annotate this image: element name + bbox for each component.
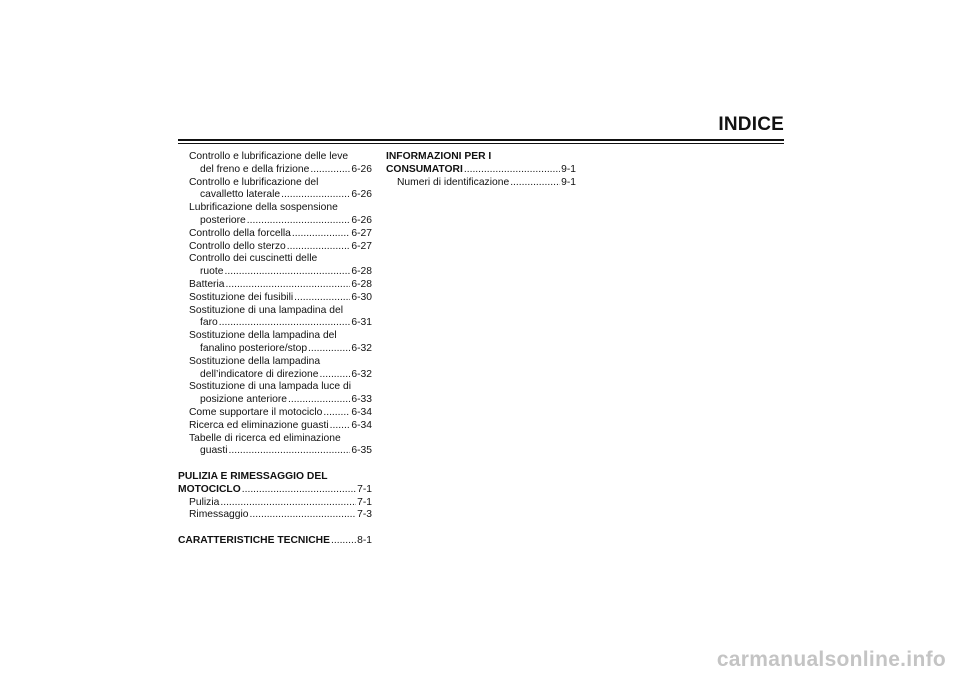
- entry-label: cavalletto laterale: [200, 189, 281, 201]
- leader-dots: [220, 497, 356, 510]
- page-number: 7-1: [357, 483, 372, 495]
- toc-entry[interactable]: [178, 202, 372, 228]
- toc-entry[interactable]: [178, 356, 372, 382]
- leader-dots: [242, 484, 356, 497]
- toc-entry-numeri-identificazione[interactable]: [386, 177, 576, 190]
- leader-dots: [510, 177, 560, 190]
- leader-dots: [308, 343, 350, 356]
- section-title: CARATTERISTICHE TECNICHE: [178, 534, 330, 546]
- header-rule: [178, 139, 784, 141]
- toc-left-column: [178, 151, 372, 548]
- entry-label: Controllo dei cuscinetti delle: [189, 253, 318, 265]
- leader-dots: [464, 164, 560, 177]
- leader-dots: [247, 215, 351, 228]
- toc-entry[interactable]: [178, 407, 372, 420]
- page-number: 6-26: [351, 214, 372, 226]
- header-rule-thin: [178, 143, 784, 144]
- leader-dots: [226, 279, 351, 292]
- entry-label: Ricerca ed eliminazione guasti: [189, 419, 329, 431]
- entry-label: Lubrificazione della sospensione: [189, 202, 338, 214]
- leader-dots: [320, 369, 351, 382]
- page-number: 7-3: [357, 509, 372, 521]
- entry-label: Batteria: [189, 278, 225, 290]
- entry-label: Sostituzione dei fusibili: [189, 291, 294, 303]
- toc-entry[interactable]: [178, 241, 372, 254]
- leader-dots: [292, 228, 351, 241]
- page-number: 6-27: [351, 240, 372, 252]
- toc-right-column: [386, 151, 576, 189]
- leader-dots: [281, 189, 350, 202]
- leader-dots: [228, 445, 350, 458]
- toc-section-consumer[interactable]: [386, 151, 576, 177]
- toc-entry[interactable]: [178, 151, 372, 177]
- entry-label: posteriore: [200, 214, 246, 226]
- page-title: INDICE: [718, 114, 784, 135]
- section-title-line: MOTOCICLO: [178, 483, 241, 495]
- entry-label: Tabelle di ricerca ed eliminazione: [189, 432, 341, 444]
- toc-entry[interactable]: [178, 177, 372, 203]
- toc-section-specs[interactable]: [178, 535, 372, 548]
- toc-entry[interactable]: [178, 330, 372, 356]
- entry-label: Numeri di identificazione: [397, 176, 510, 188]
- entry-label: dell’indicatore di direzione: [200, 368, 319, 380]
- entry-label: ruote: [200, 266, 224, 278]
- leader-dots: [219, 317, 351, 330]
- page-number: 6-35: [351, 445, 372, 457]
- toc-entry[interactable]: [178, 420, 372, 433]
- page-number: 6-27: [351, 227, 372, 239]
- entry-label: Sostituzione della lampadina: [189, 355, 321, 367]
- page-number: 6-34: [351, 419, 372, 431]
- toc-entries: [178, 151, 372, 458]
- spacer: [178, 522, 372, 535]
- section-title-line: PULIZIA E RIMESSAGGIO DEL: [178, 470, 328, 482]
- entry-label: Sostituzione di una lampadina del: [189, 304, 343, 316]
- page-number: 9-1: [561, 176, 576, 188]
- toc-entry-rimessaggio[interactable]: [178, 509, 372, 522]
- section-title-line: CONSUMATORI: [386, 163, 463, 175]
- toc-entry[interactable]: [178, 381, 372, 407]
- toc-entry[interactable]: [178, 292, 372, 305]
- entry-label: Come supportare il motociclo: [189, 406, 323, 418]
- leader-dots: [323, 407, 350, 420]
- entry-label: faro: [200, 317, 218, 329]
- toc-section-cleaning[interactable]: [178, 471, 372, 497]
- entry-label: Sostituzione della lampadina del: [189, 330, 337, 342]
- entry-label: posizione anteriore: [200, 394, 288, 406]
- entry-label: fanalino posteriore/stop: [200, 342, 308, 354]
- entry-label: Controllo della forcella: [189, 227, 291, 239]
- entry-label: Rimessaggio: [189, 509, 249, 521]
- page-number: 6-28: [351, 278, 372, 290]
- page-number: 6-26: [351, 189, 372, 201]
- entry-label: Controllo e lubrificazione del: [189, 176, 319, 188]
- leader-dots: [310, 164, 350, 177]
- toc-entry[interactable]: [178, 253, 372, 279]
- watermark: carmanualsonline.info: [716, 648, 946, 671]
- entry-label: Sostituzione di una lampada luce di: [189, 381, 351, 393]
- toc-entry[interactable]: [178, 279, 372, 292]
- entry-label: Pulizia: [189, 496, 220, 508]
- page-number: 6-34: [351, 406, 372, 418]
- leader-dots: [224, 266, 350, 279]
- leader-dots: [287, 241, 351, 254]
- page-number: 9-1: [561, 163, 576, 175]
- entry-label: guasti: [200, 445, 228, 457]
- spacer: [178, 458, 372, 471]
- leader-dots: [331, 535, 356, 548]
- section-title-line: INFORMAZIONI PER I: [386, 151, 492, 162]
- page-number: 6-31: [351, 317, 372, 329]
- entry-label: Controllo e lubrificazione delle leve: [189, 151, 349, 162]
- page-number: 8-1: [357, 534, 372, 546]
- leader-dots: [288, 394, 350, 407]
- page-number: 6-26: [351, 163, 372, 175]
- toc-entry-pulizia[interactable]: [178, 497, 372, 510]
- page-number: 6-30: [351, 291, 372, 303]
- toc-entry[interactable]: [178, 228, 372, 241]
- page-number: 6-32: [351, 342, 372, 354]
- entry-label: del freno e della frizione: [200, 163, 310, 175]
- page-number: 7-1: [357, 496, 372, 508]
- page-number: 6-33: [351, 394, 372, 406]
- toc-entry[interactable]: [178, 433, 372, 459]
- page-number: 6-28: [351, 266, 372, 278]
- leader-dots: [294, 292, 350, 305]
- toc-entry[interactable]: [178, 305, 372, 331]
- leader-dots: [250, 509, 357, 522]
- leader-dots: [330, 420, 351, 433]
- page-number: 6-32: [351, 368, 372, 380]
- entry-label: Controllo dello sterzo: [189, 240, 286, 252]
